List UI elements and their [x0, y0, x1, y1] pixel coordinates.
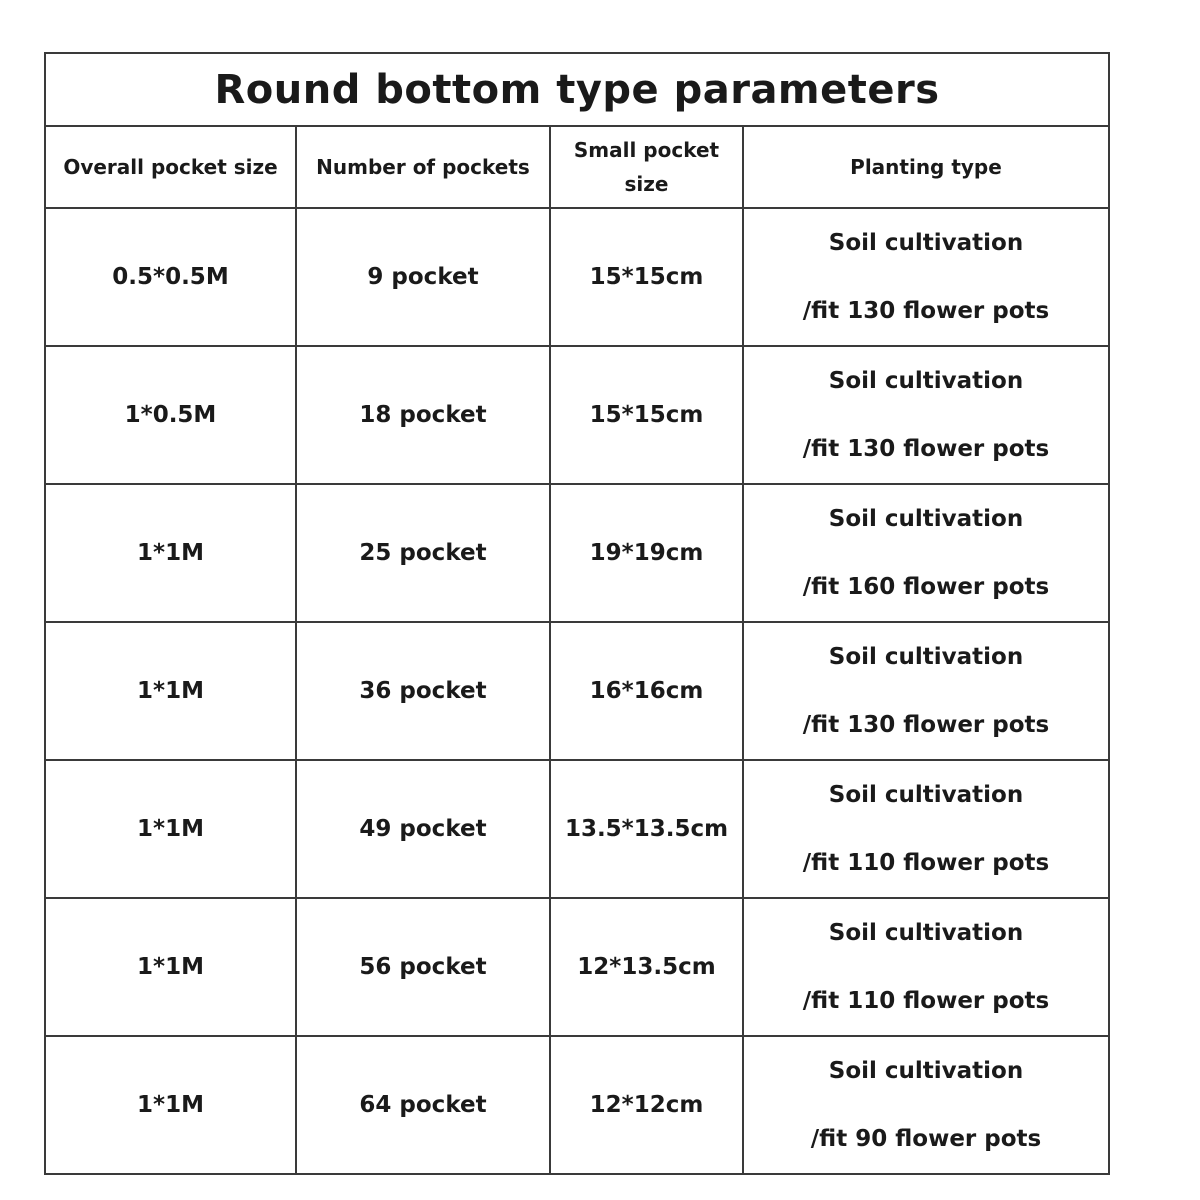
planting-line-1: Soil cultivation — [828, 782, 1024, 808]
cell-pocket-count: 64 pocket — [296, 1036, 550, 1174]
cell-pocket-count: 49 pocket — [296, 760, 550, 898]
cell-small-pocket-size: 16*16cm — [550, 622, 743, 760]
header-small-pocket-size: Small pocket size — [550, 126, 743, 208]
cell-planting-type — [743, 622, 1109, 760]
planting-line-1: Soil cultivation — [828, 368, 1024, 394]
planting-line-1: Soil cultivation — [828, 920, 1024, 946]
cell-overall-size: 0.5*0.5M — [45, 208, 296, 346]
table-row — [45, 898, 1109, 1036]
table-row — [45, 208, 1109, 346]
title-row — [45, 53, 1109, 126]
table-row — [45, 1036, 1109, 1174]
cell-overall-size: 1*1M — [45, 484, 296, 622]
planting-line-2: /fit 130 flower pots — [802, 712, 1050, 738]
cell-planting-type — [743, 760, 1109, 898]
planting-line-2: /fit 130 flower pots — [802, 436, 1050, 462]
header-overall-pocket-size: Overall pocket size — [45, 126, 296, 208]
planting-line-1: Soil cultivation — [828, 506, 1024, 532]
cell-planting-type — [743, 898, 1109, 1036]
cell-planting-type — [743, 208, 1109, 346]
cell-small-pocket-size: 15*15cm — [550, 208, 743, 346]
cell-small-pocket-size: 19*19cm — [550, 484, 743, 622]
cell-planting-type — [743, 346, 1109, 484]
cell-planting-type — [743, 1036, 1109, 1174]
cell-small-pocket-size: 12*13.5cm — [550, 898, 743, 1036]
header-number-of-pockets: Number of pockets — [296, 126, 550, 208]
planting-line-2: /fit 130 flower pots — [802, 298, 1050, 324]
cell-overall-size: 1*0.5M — [45, 346, 296, 484]
cell-pocket-count: 25 pocket — [296, 484, 550, 622]
cell-pocket-count: 36 pocket — [296, 622, 550, 760]
header-planting-type: Planting type — [743, 126, 1109, 208]
planting-line-2: /fit 90 flower pots — [810, 1126, 1042, 1152]
table-row — [45, 346, 1109, 484]
cell-overall-size: 1*1M — [45, 1036, 296, 1174]
cell-pocket-count: 18 pocket — [296, 346, 550, 484]
cell-pocket-count: 56 pocket — [296, 898, 550, 1036]
cell-planting-type — [743, 484, 1109, 622]
planting-line-1: Soil cultivation — [828, 1058, 1024, 1084]
table-row — [45, 760, 1109, 898]
cell-overall-size: 1*1M — [45, 898, 296, 1036]
table-row — [45, 484, 1109, 622]
parameters-table — [44, 52, 1110, 1175]
planting-line-1: Soil cultivation — [828, 644, 1024, 670]
planting-line-2: /fit 110 flower pots — [802, 988, 1050, 1014]
cell-small-pocket-size: 13.5*13.5cm — [550, 760, 743, 898]
table-title: Round bottom type parameters — [45, 53, 1109, 126]
planting-line-2: /fit 110 flower pots — [802, 850, 1050, 876]
cell-overall-size: 1*1M — [45, 622, 296, 760]
cell-pocket-count: 9 pocket — [296, 208, 550, 346]
planting-line-1: Soil cultivation — [828, 230, 1024, 256]
header-row — [45, 126, 1109, 208]
cell-overall-size: 1*1M — [45, 760, 296, 898]
table-row — [45, 622, 1109, 760]
cell-small-pocket-size: 15*15cm — [550, 346, 743, 484]
planting-line-2: /fit 160 flower pots — [802, 574, 1050, 600]
cell-small-pocket-size: 12*12cm — [550, 1036, 743, 1174]
